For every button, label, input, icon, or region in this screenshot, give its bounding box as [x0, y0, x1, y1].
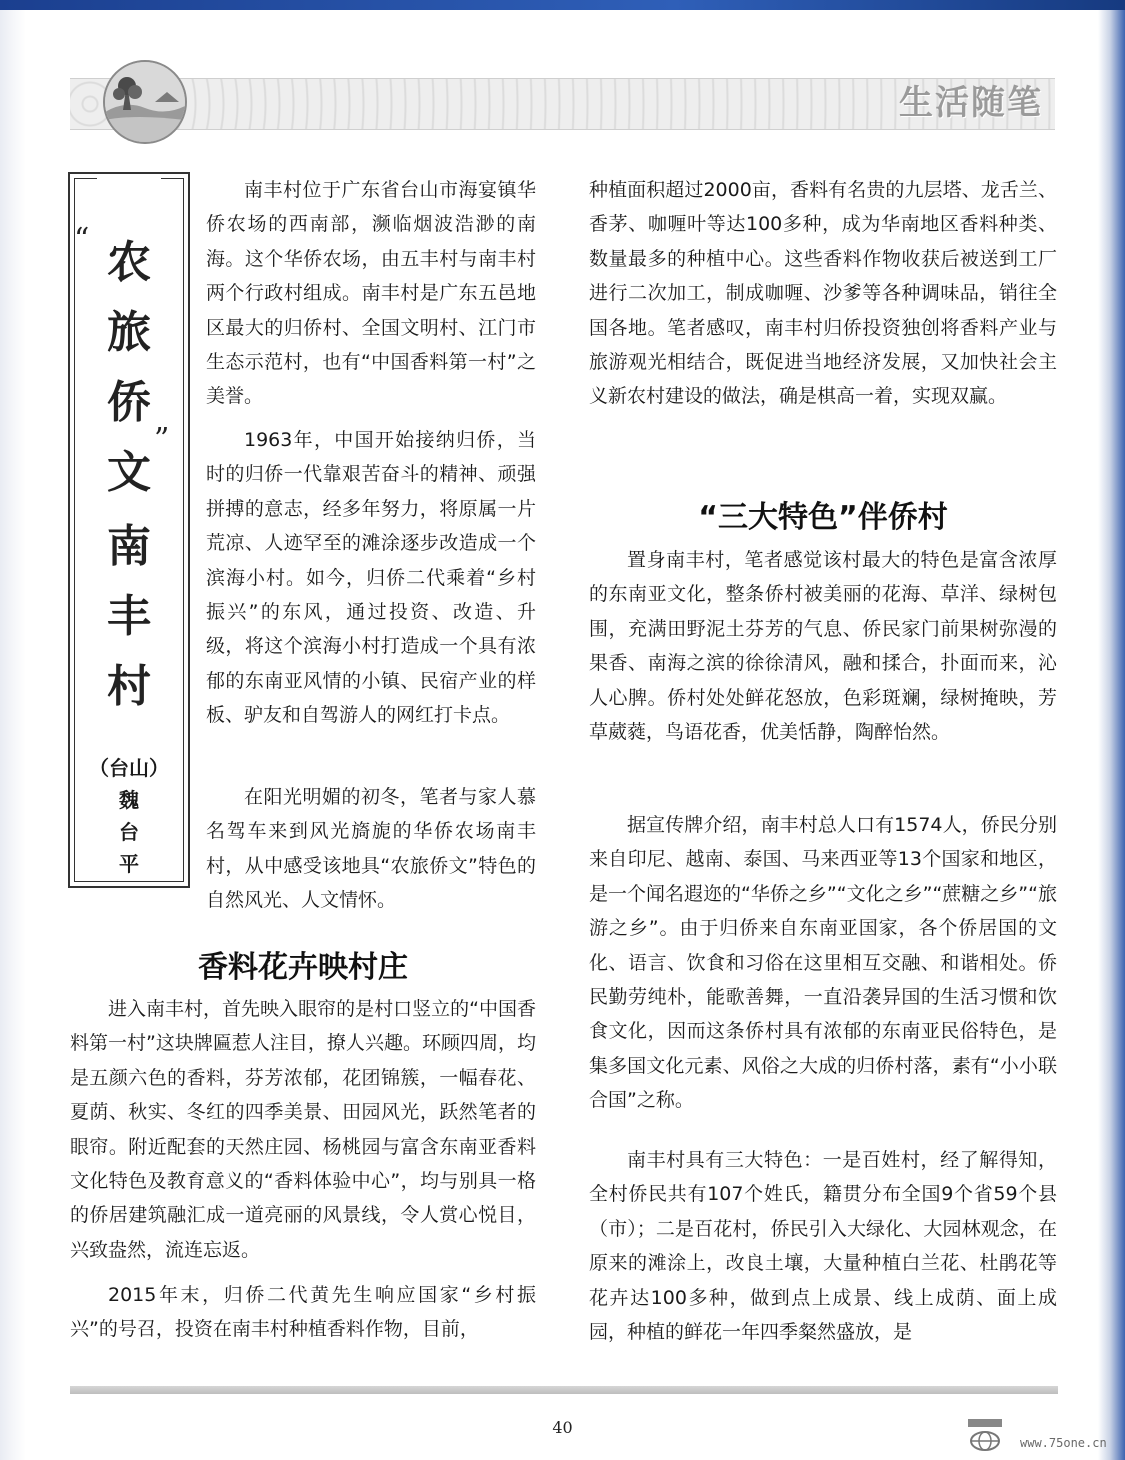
watermark-logo-icon: [960, 1415, 1010, 1453]
title-char: 文: [107, 447, 151, 498]
body-paragraph: 2015年末，归侨二代黄先生响应国家“乡村振兴”的号召，投资在南丰村种植香料作物，目前，: [70, 1284, 536, 1341]
page-number: 40: [552, 1418, 573, 1437]
landscape-medallion-icon: [103, 60, 187, 144]
body-paragraph: 进入南丰村，首先映入眼帘的是村口竖立的“中国香料第一村”这块牌匾惹人注目，撩人兴趣。环顾四周，均是五颜六色的香料，芬芳浓郁，花团锦簇，一幅春花、夏荫、秋实、冬红的四季美景、田园风光，跃然笔者的眼帘。附近配套的天然庄园、杨桃园与富含东南亚香料文化特色及教育意义的“香料体验中心”，均与别具一格的侨居建筑融汇成一道亮丽的风景线，令人赏心悦目，兴致盎然，流连忘返。: [70, 998, 536, 1261]
top-accent-bar: [0, 0, 1125, 10]
title-quote-close: ”: [154, 422, 170, 457]
section-heading: “三大特色”伴侨村: [698, 500, 948, 535]
body-paragraph: 种植面积超过2000亩，香料有名贵的九层塔、龙舌兰、香茅、咖喱叶等达100多种，成为华南地区香料种类、数量最多的种植中心。这些香料作物收获后被送到工厂进行二次加工，制成咖喱、沙爹等各种调味品，销往全国各地。笔者感叹，南丰村归侨投资独创将香料产业与旅游观光相结合，既促进当地经济发展，又加快社会主义新农村建设的做法，确是棋高一着，实现双赢。: [589, 179, 1057, 408]
author-name-char: 魏: [119, 788, 139, 812]
body-paragraph: 据宣传牌介绍，南丰村总人口有1574人，侨民分别来自印尼、越南、泰国、马来西亚等13个国家和地区，是一个闻名遐迩的“华侨之乡”“文化之乡”“蔗糖之乡”“旅游之乡”。由于归侨来自东南亚国家，各个侨居国的文化、语言、饮食和习俗在这里相互交融、和谐相处。侨民勤劳纯朴，能歌善舞，一直沿袭异国的生活习惯和饮食文化，因而这条侨村具有浓郁的东南亚民俗特色，是集多国文化元素、风俗之大成的归侨村落，素有“小小联合国”之称。: [589, 814, 1057, 1112]
title-char: 村: [107, 661, 151, 712]
body-paragraph: 1963年，中国开始接纳归侨，当时的归侨一代靠艰苦奋斗的精神、顽强拼搏的意志，经多年努力，将原属一片荒凉、人迹罕至的滩涂逐步改造成一个滨海小村。如今，归侨二代乘着“乡村振兴”的东风，通过投资、改造、升级，将这个滨海小村打造成一个具有浓郁的东南亚风情的小镇、民宿产业的样板、驴友和自驾游人的网红打卡点。: [206, 429, 536, 727]
watermark-url: www.75one.cn: [1020, 1436, 1107, 1450]
body-paragraph: 在阳光明媚的初冬，笔者与家人慕名驾车来到风光旖旎的华侨农场南丰村，从中感受该地具“农旅侨文”特色的自然风光、人文情怀。: [206, 786, 536, 912]
title-char: 丰: [107, 591, 151, 642]
body-paragraph: 南丰村具有三大特色：一是百姓村，经了解得知，全村侨民共有107个姓氏，籍贯分布全国9个省59个县（市）；二是百花村，侨民引入大绿化、大园林观念，在原来的滩涂上，改良土壤，大量种植白兰花、杜鹃花等花卉达100多种，做到点上成景、线上成荫、面上成园，种植的鲜花一年四季粲然盛放，是: [589, 1149, 1057, 1344]
title-char: 旅: [107, 307, 151, 358]
title-char: 农: [107, 237, 151, 288]
title-char: 侨: [107, 377, 151, 428]
author-name-char: 台: [119, 820, 139, 844]
author-name-char: 平: [119, 852, 139, 876]
body-paragraph: 置身南丰村，笔者感觉该村最大的特色是富含浓厚的东南亚文化，整条侨村被美丽的花海、草洋、绿树包围，充满田野泥土芬芳的气息、侨民家门前果树弥漫的果香、南海之滨的徐徐清风，融和揉合，扑面而来，沁人心脾。侨村处处鲜花怒放，色彩斑斓，绿树掩映，芳草葳蕤，鸟语花香，优美恬静，陶醉怡然。: [589, 549, 1057, 744]
title-quote-open: “: [74, 222, 90, 257]
section-label: 生活随笔: [899, 83, 1043, 123]
section-heading: 香料花卉映村庄: [198, 950, 408, 985]
body-paragraph: 南丰村位于广东省台山市海宴镇华侨农场的西南部，濒临烟波浩渺的南海。这个华侨农场，由五丰村与南丰村两个行政村组成。南丰村是广东五邑地区最大的归侨村、全国文明村、江门市生态示范村，也有“中国香料第一村”之美誉。: [206, 179, 536, 408]
article-title-panel: [68, 172, 190, 888]
author-region: （台山）: [89, 756, 169, 780]
title-char: 南: [107, 521, 151, 572]
footer-rule: [70, 1386, 1058, 1394]
